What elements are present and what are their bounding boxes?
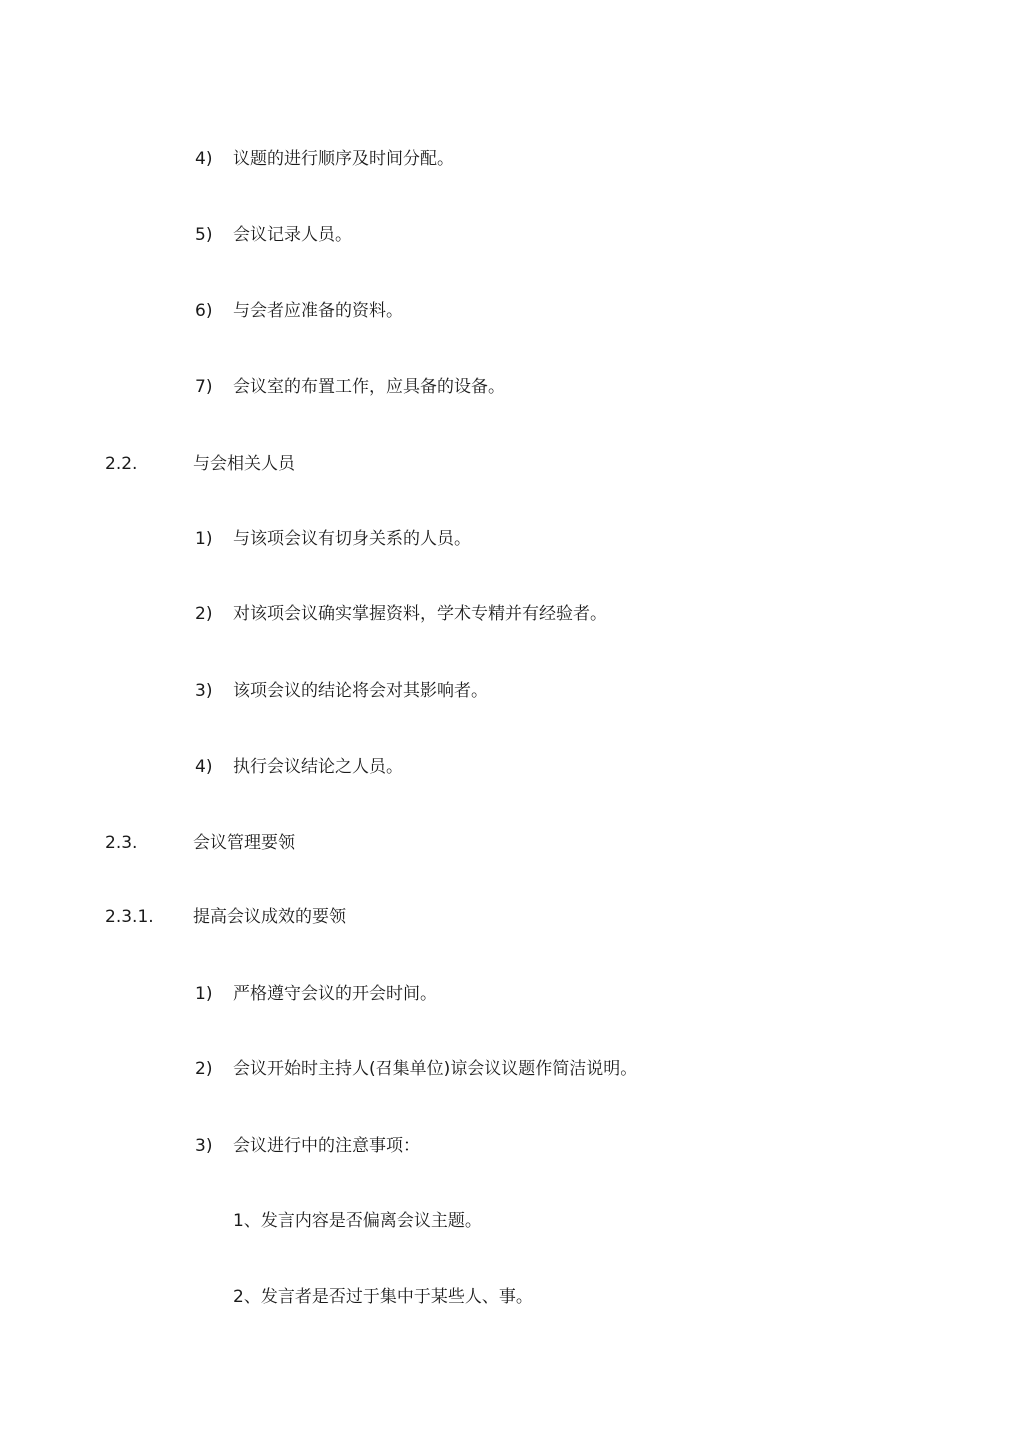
list-text: 会议室的布置工作，应具备的设备。: [233, 377, 505, 397]
section-title: 提高会议成效的要领: [193, 907, 346, 927]
list-number: 2): [195, 1059, 213, 1079]
list-text: 该项会议的结论将会对其影响者。: [233, 681, 488, 701]
list-text: 与会者应准备的资料。: [233, 301, 403, 321]
list-number: 5): [195, 225, 213, 245]
sub-list-text: 2、发言者是否过于集中于某些人、事。: [233, 1287, 533, 1307]
list-number: 2): [195, 604, 213, 624]
section-number: 2.3.1.: [105, 907, 154, 927]
list-text: 会议进行中的注意事项：: [233, 1136, 420, 1156]
list-text: 会议开始时主持人(召集单位)谅会议议题作简洁说明。: [233, 1059, 638, 1079]
list-text: 议题的进行顺序及时间分配。: [233, 149, 454, 169]
sub-list-text: 1、发言内容是否偏离会议主题。: [233, 1211, 482, 1231]
section-title: 会议管理要领: [193, 833, 295, 853]
list-number: 1): [195, 529, 213, 549]
list-text: 与该项会议有切身关系的人员。: [233, 529, 471, 549]
list-number: 4): [195, 757, 213, 777]
list-text: 执行会议结论之人员。: [233, 757, 403, 777]
section-number: 2.3.: [105, 833, 138, 853]
list-text: 对该项会议确实掌握资料，学术专精并有经验者。: [233, 604, 607, 624]
section-number: 2.2.: [105, 454, 138, 474]
list-number: 6): [195, 301, 213, 321]
list-text: 会议记录人员。: [233, 225, 352, 245]
section-title: 与会相关人员: [193, 454, 295, 474]
list-number: 7): [195, 377, 213, 397]
list-number: 4): [195, 149, 213, 169]
list-number: 3): [195, 1136, 213, 1156]
list-text: 严格遵守会议的开会时间。: [233, 984, 437, 1004]
list-number: 1): [195, 984, 213, 1004]
list-number: 3): [195, 681, 213, 701]
